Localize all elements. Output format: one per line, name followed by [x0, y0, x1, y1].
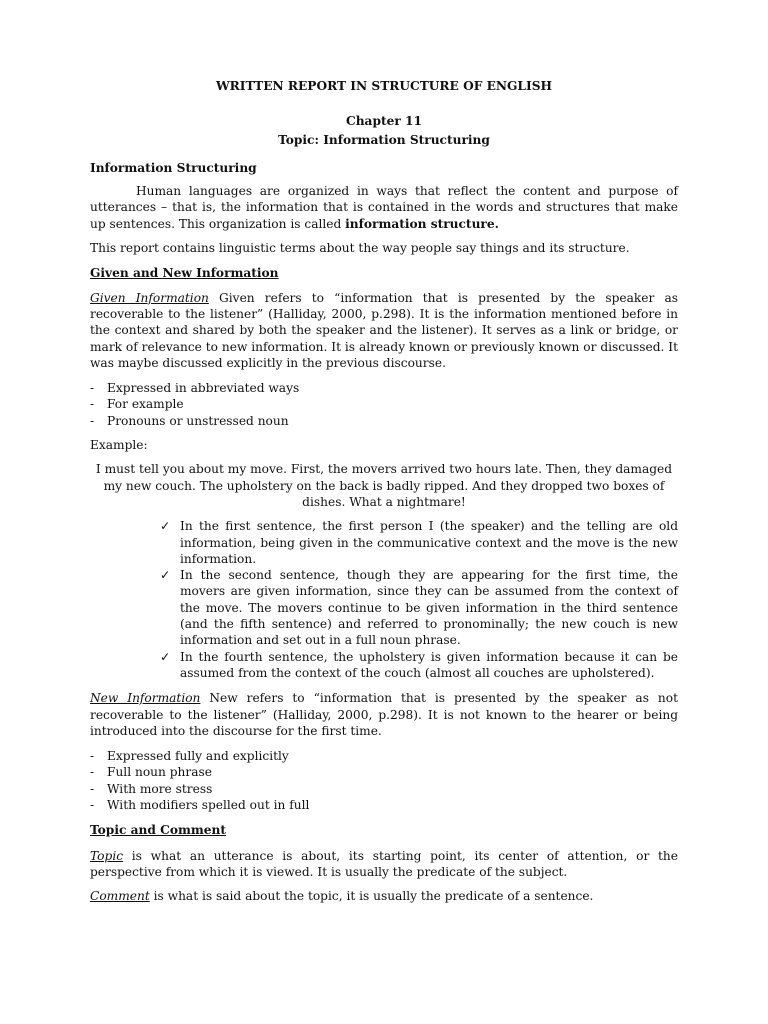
- new-information-text: New refers to “information that is presented by the speaker as not recoverable to the listener” (Halliday, 2000, p.298). It is not known to the hearer or being introduced into the discourse for the first time.: [90, 691, 678, 738]
- comment-paragraph: [90, 888, 678, 904]
- example-label: Example:: [90, 438, 148, 453]
- document-title: WRITTEN REPORT IN STRUCTURE OF ENGLISH: [215, 79, 553, 93]
- topic-paragraph: [90, 848, 678, 881]
- topic-text: is what an utterance is about, its starting point, its center of attention, or the perspective from which it is viewed. It is usually the predicate of the subject.: [90, 848, 678, 879]
- check-icon: ✓: [160, 568, 171, 583]
- topic-heading: Topic: Information Structuring: [278, 132, 490, 147]
- list-item: [90, 518, 678, 567]
- report-purpose-paragraph: This report contains linguistic terms about the way people say things and its structure.: [90, 241, 630, 256]
- example-text: I must tell you about my move. First, the movers arrived two hours late. Then, they damaged my new couch. The upholstery on the back is badly ripped. And they dropped two boxes of dishes. What a nightmare!: [95, 462, 673, 509]
- section-heading-topic-comment: Topic and Comment: [90, 823, 227, 838]
- list-item: - Pronouns or unstressed noun: [90, 413, 678, 429]
- list-item: - With more stress: [90, 781, 678, 797]
- intro-bold-term: information structure.: [345, 216, 499, 231]
- list-item: - Expressed fully and explicitly: [90, 748, 678, 764]
- chapter-heading: Chapter 11: [346, 114, 422, 129]
- list-item: - For example: [90, 396, 678, 412]
- intro-paragraph: [90, 183, 678, 232]
- new-info-list: [90, 748, 678, 813]
- list-item: [90, 649, 678, 682]
- section-heading-information-structuring: Information Structuring: [90, 160, 257, 175]
- given-information-term: Given Information: [90, 290, 209, 305]
- analysis-check-list: [90, 518, 678, 681]
- check-icon: ✓: [160, 649, 171, 664]
- check-icon: ✓: [160, 519, 171, 534]
- list-item: - With modifiers spelled out in full: [90, 797, 678, 813]
- list-item: - Full noun phrase: [90, 764, 678, 780]
- topic-term: Topic: [90, 848, 124, 863]
- new-information-term: New Information: [90, 691, 201, 706]
- new-information-paragraph: [90, 690, 678, 739]
- document-body: [90, 78, 678, 904]
- section-heading-given-new: Given and New Information: [90, 266, 279, 281]
- given-info-list: [90, 380, 678, 429]
- list-item: [90, 567, 678, 648]
- check-item-text: In the fourth sentence, the upholstery is given information because it can be assumed from the context of the couch (almost all couches are upholstered).: [180, 649, 678, 680]
- list-item: - Expressed in abbreviated ways: [90, 380, 678, 396]
- comment-term: Comment: [90, 889, 150, 904]
- comment-text: is what is said about the topic, it is usually the predicate of a sentence.: [149, 889, 594, 904]
- check-item-text: In the first sentence, the first person I (the speaker) and the telling are old information, being given in the communicative context and the move is the new information.: [180, 519, 678, 566]
- intro-text: Human languages are organized in ways that reflect the content and purpose of utterances – that is, the information that is contained in the words and structures that make up sentences. This organization is called: [90, 184, 678, 231]
- check-item-text: In the second sentence, though they are appearing for the first time, the movers are given information, since they can be assumed from the context of the move. The movers continue to be given information in the third sentence (and the fifth sentence) and referred to pronominally; the new couch is new information and set out in a full noun phrase.: [180, 568, 678, 648]
- given-information-paragraph: [90, 290, 678, 371]
- given-information-text: Given refers to “information that is presented by the speaker as recoverable to the listener” (Halliday, 2000, p.298). It is the information mentioned before in the context and shared by both the speaker and the listener). It serves as a link or bridge, or mark of relevance to new information. It is already known or previously known or discussed. It was maybe discussed explicitly in the previous discourse.: [90, 290, 678, 370]
